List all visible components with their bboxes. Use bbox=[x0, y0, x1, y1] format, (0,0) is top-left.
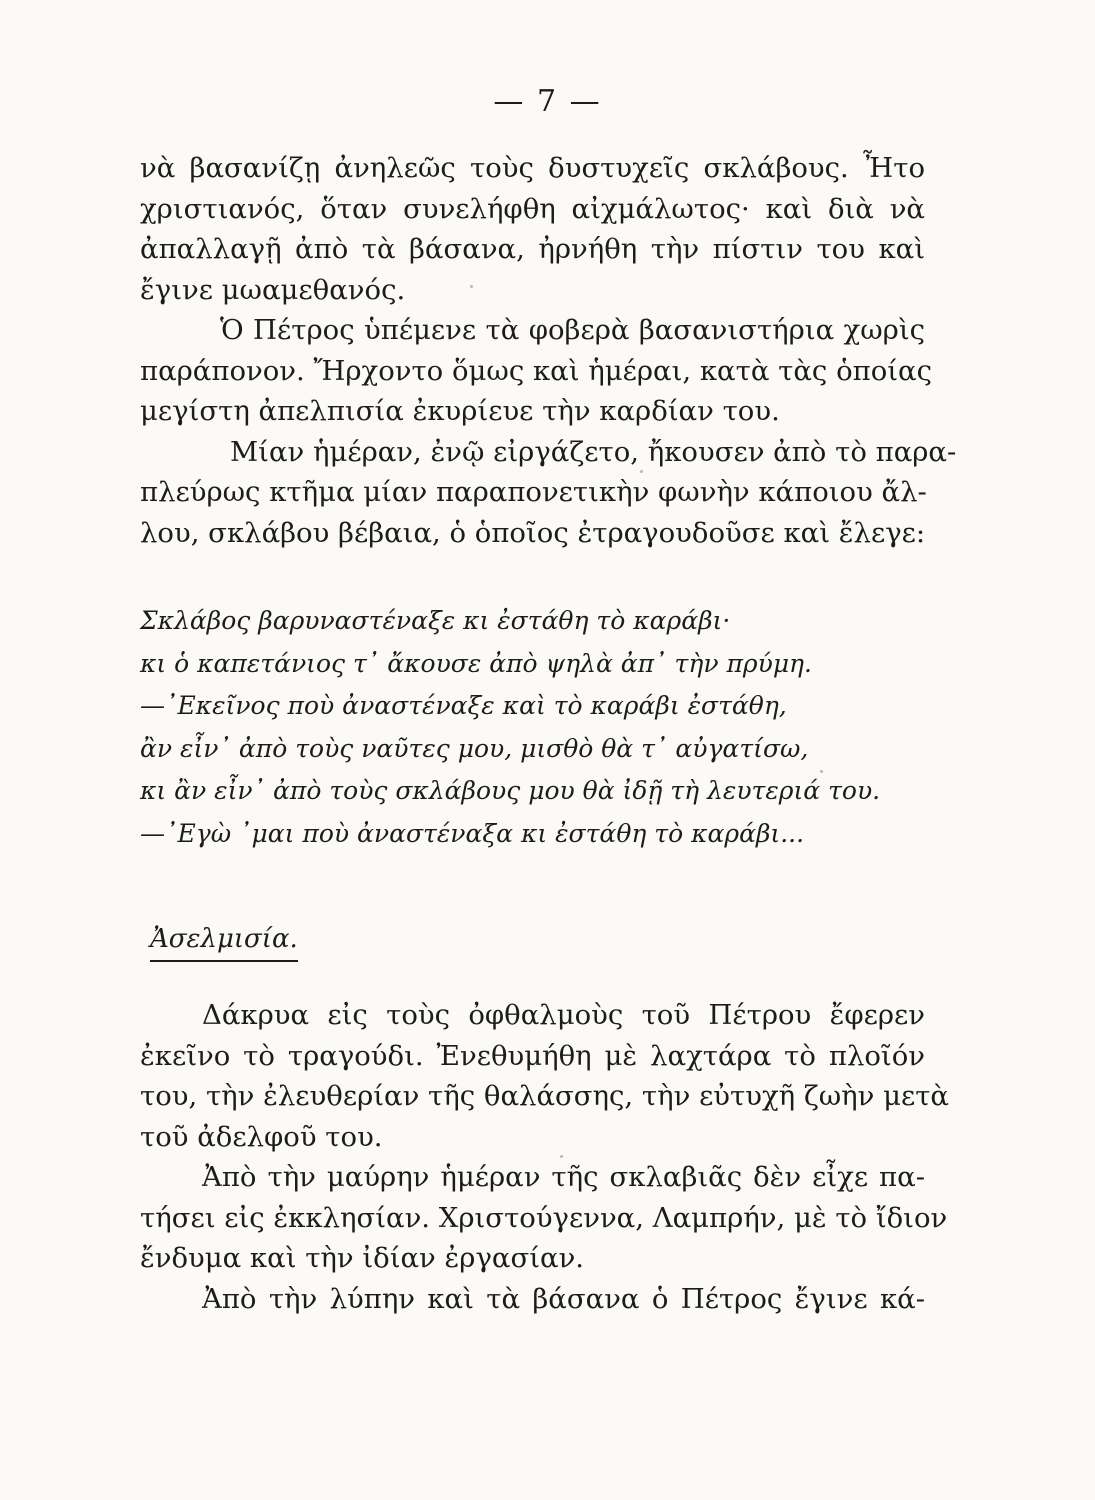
text-line: πλεύρως κτῆμα μίαν παραπονετικὴν φωνὴν κάποιου ἄλ- bbox=[140, 476, 927, 508]
text-line: τοῦ ἀδελφοῦ του. bbox=[140, 1120, 383, 1153]
text-line: τήσει εἰς ἐκκλησίαν. Χριστούγεννα, Λαμπρήν, μὲ τὸ ἴδιον bbox=[140, 1201, 948, 1234]
song-line: κι ὁ καπετάνιος τ᾿ ἄκουσε ἀπὸ ψηλὰ ἀπ᾿ τὴν πρύμη. bbox=[140, 648, 812, 678]
text-block-top bbox=[140, 148, 957, 553]
text-line: χριστιανός, ὅταν συνελήφθη αἰχμάλωτος· καὶ διὰ νὰ bbox=[140, 192, 925, 225]
text-line: του, τὴν ἐλευθερίαν τῆς θαλάσσης, τὴν εὐτυχῆ ζωὴν μετὰ bbox=[140, 1080, 950, 1112]
text-line: παράπονον. Ἤρχοντο ὅμως καὶ ἡμέραι, κατὰ τὰς ὁποίας bbox=[140, 354, 933, 387]
song-verse bbox=[140, 600, 930, 855]
text-line: ἐκεῖνο τὸ τραγούδι. Ἐνεθυμήθη μὲ λαχτάρα τὸ πλοῖόν bbox=[140, 1039, 925, 1072]
song-line: —᾿Εγὼ ᾿μαι ποὺ ἀναστέναξα κι ἐστάθη τὸ καράβι... bbox=[140, 818, 805, 848]
paper-speck bbox=[640, 470, 643, 473]
paper-speck bbox=[560, 1155, 563, 1158]
text-line: λου, σκλάβου βέβαια, ὁ ὁποῖος ἐτραγουδοῦσε καὶ ἔλεγε: bbox=[140, 516, 926, 549]
song-line: —᾿Εκεῖνος ποὺ ἀναστέναξε καὶ τὸ καράβι ἐστάθη, bbox=[140, 691, 787, 720]
text-line: ἔγινε μωαμεθανός. bbox=[140, 273, 406, 306]
text-block-bottom bbox=[140, 995, 950, 1319]
section-heading: Ἀσελμισία. bbox=[150, 922, 298, 962]
paper-speck bbox=[820, 770, 823, 773]
text-line: Μίαν ἡμέραν, ἐνῷ εἰργάζετο, ἤκουσεν ἀπὸ τὸ παρα- bbox=[230, 435, 957, 468]
text-line: Ὁ Πέτρος ὑπέμενε τὰ φοβερὰ βασανιστήρια χωρὶς bbox=[220, 314, 925, 346]
song-line: κι ἂν εἶν᾿ ἀπὸ τοὺς σκλάβους μου θὰ ἰδῇ τὴ λευτεριά του. bbox=[140, 776, 881, 805]
song-line: ἂν εἶν᾿ ἀπὸ τοὺς ναῦτες μου, μισθὸ θὰ τ᾿ αὐγατίσω, bbox=[140, 733, 809, 763]
text-line: Δάκρυα εἰς τοὺς ὀφθαλμοὺς τοῦ Πέτρου ἔφερεν bbox=[202, 999, 925, 1031]
text-line: ἔνδυμα καὶ τὴν ἰδίαν ἐργασίαν. bbox=[140, 1242, 585, 1274]
text-line: Ἀπὸ τὴν μαύρην ἡμέραν τῆς σκλαβιᾶς δὲν εἶχε πα- bbox=[202, 1161, 925, 1193]
text-line: νὰ βασανίζῃ ἀνηλεῶς τοὺς δυστυχεῖς σκλάβους. Ἦτο bbox=[140, 152, 925, 184]
text-line: Ἀπὸ τὴν λύπην καὶ τὰ βάσανα ὁ Πέτρος ἔγινε κά- bbox=[202, 1282, 925, 1315]
page-number: — 7 — bbox=[493, 84, 602, 119]
text-line: ἀπαλλαγῇ ἀπὸ τὰ βάσανα, ἠρνήθη τὴν πίστιν του καὶ bbox=[140, 233, 925, 265]
song-line: Σκλάβος βαρυναστέναξε κι ἐστάθη τὸ καράβι· bbox=[140, 606, 731, 635]
text-line: μεγίστη ἀπελπισία ἐκυρίευε τὴν καρδίαν του. bbox=[140, 395, 780, 427]
paper-speck bbox=[470, 285, 473, 288]
